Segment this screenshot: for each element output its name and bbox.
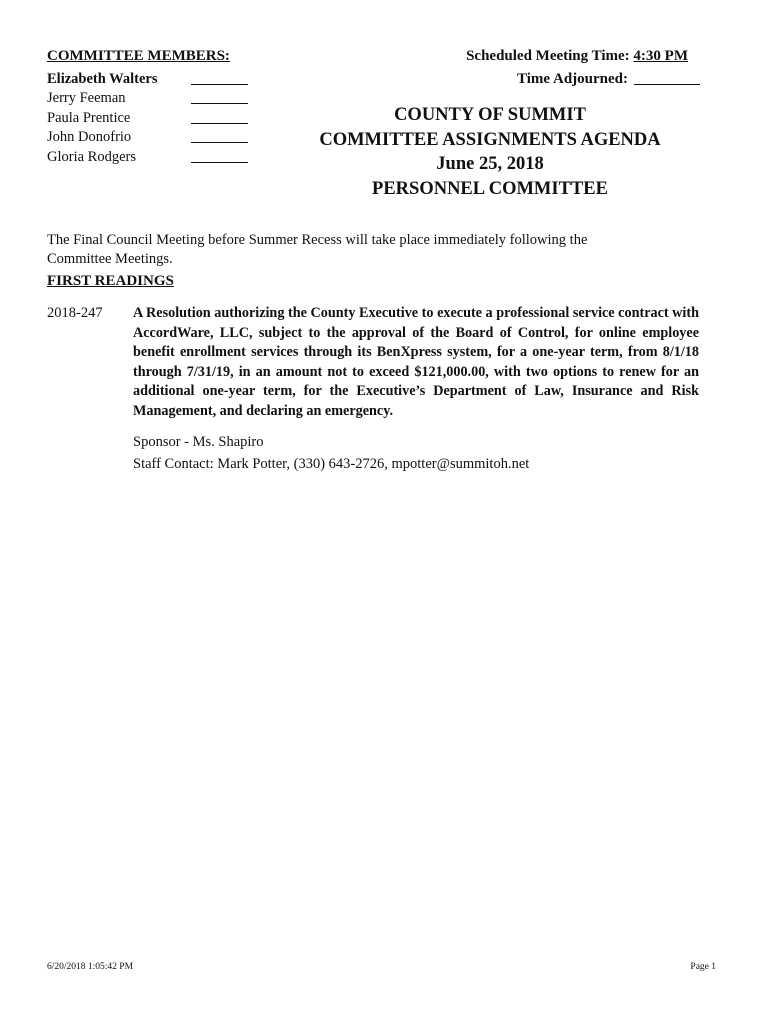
resolution-number: 2018-247: [47, 305, 103, 321]
agenda-heading: COMMITTEE ASSIGNMENTS AGENDA: [319, 129, 661, 150]
footer-page-number: Page 1: [690, 962, 716, 972]
resolution-staff-contact: Staff Contact: Mark Potter, (330) 643-2726, mpotter@summitoh.net: [133, 456, 530, 472]
attendance-line: [191, 103, 248, 104]
attendance-line: [191, 162, 248, 163]
member-name: Gloria Rodgers: [47, 148, 136, 165]
member-name: Paula Prentice: [47, 109, 131, 126]
first-readings-heading: FIRST READINGS: [47, 273, 174, 289]
member-row: [47, 127, 262, 147]
member-row: [47, 146, 262, 166]
attendance-line: [191, 84, 248, 85]
time-adjourned-line: [634, 84, 700, 85]
resolution-sponsor: Sponsor - Ms. Shapiro: [133, 434, 264, 450]
committee-name: PERSONNEL COMMITTEE: [372, 178, 608, 199]
county-title: COUNTY OF SUMMIT: [394, 105, 586, 125]
member-name: John Donofrio: [47, 129, 132, 145]
time-adjourned: [517, 71, 700, 88]
member-row: [47, 107, 262, 127]
attendance-line: [191, 123, 248, 124]
meeting-notice: The Final Council Meeting before Summer Recess will take place immediately following the Committee Meetings.: [47, 232, 588, 267]
agenda-title: [290, 103, 690, 201]
member-row: [47, 88, 262, 108]
time-adjourned-label: Time Adjourned:: [517, 71, 628, 87]
footer-timestamp: 6/20/2018 1:05:42 PM: [47, 962, 134, 972]
scheduled-meeting-time-value: 4:30 PM: [633, 48, 688, 64]
member-name: Elizabeth Walters: [47, 70, 158, 87]
scheduled-meeting-time-label: Scheduled Meeting Time:: [466, 48, 630, 64]
member-row: [47, 68, 262, 88]
committee-members: [47, 48, 262, 166]
resolution-text: A Resolution authorizing the County Executive to execute a professional service contract with AccordWare, LLC, subject to the approval of the Board of Control, for online employee benefit enrollment services through its BenXpress system, for a one-year term, from 8/1/18 through 7/31/19, in an amount not to exceed $121,000.00, with two options to renew for an additional one-year term, for the Executive’s Department of Law, Insurance and Risk Management, and declaring an emergency.: [133, 305, 699, 419]
committee-members-heading: COMMITTEE MEMBERS:: [47, 48, 230, 64]
scheduled-meeting-time: [466, 48, 688, 65]
agenda-date: June 25, 2018: [436, 154, 544, 174]
member-name: Jerry Feeman: [47, 90, 126, 106]
attendance-line: [191, 142, 248, 143]
